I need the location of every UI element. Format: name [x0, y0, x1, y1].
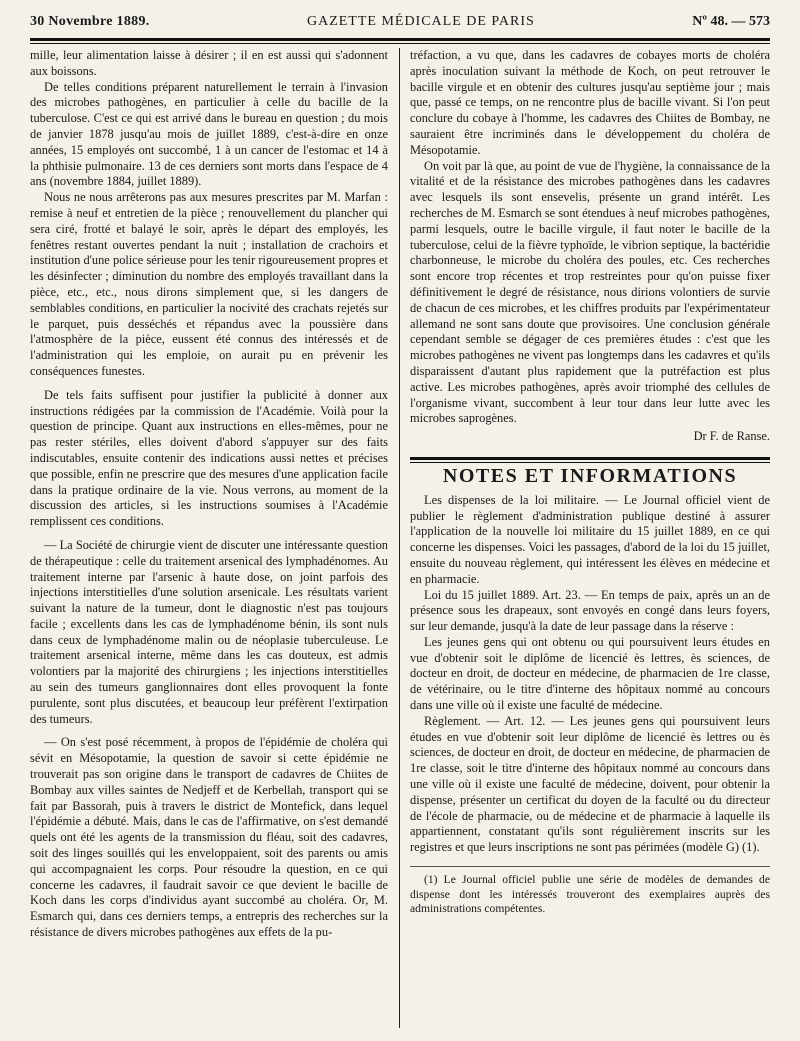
- paragraph: Règlement. — Art. 12. — Les jeunes gens qui poursuivent leurs études en vue d'obtenir soit leur diplôme de licencié ès lettres ou ès sciences, de docteur en droit, de docteur en médecine, de pharmacien de 1re classe, soit le titre d'interne des hôpitaux nommé au concours dans une ville où il existe une faculté de médecine, doivent, pour obtenir la dispense, présenter un certificat du doyen de la faculté ou du directeur de l'école de pharmacie, ou de médecine et de pharmacie à laquelle ils appartiennent, constatant qu'ils sont régulièrement inscrits sur les registres et que leurs inscriptions ne sont pas périmées (modèle G) (1).: [410, 713, 770, 855]
- issue-number: Nº 48. — 573: [692, 14, 770, 29]
- paragraph: tréfaction, a vu que, dans les cadavres de cobayes morts de choléra après inoculation suivant la méthode de Koch, on peut retrouver le bacille virgule et en obtenir des cultures jusqu'au septième jour ; mais que, passé ce temps, on ne rencontre plus de bacille vivant. Si l'on peut conclure du cobaye à l'homme, les cadavres des Chiites de Bombay, ne sauraient être incriminés dans le développement du choléra de Mésopotamie.: [410, 48, 770, 157]
- paragraph: — On s'est posé récemment, à propos de l'épidémie de choléra qui sévit en Mésopotamie, la question de savoir si cette épidémie ne trouverait pas son origine dans le transport de cadavres de Chiites de Bombay aux villes saintes de Nedjeff et de Kerbellah, transport qui se fait par Bassorah, puis à travers le district de Montefick, dans lequel l'épidémie a débuté. Mais, dans le cas de l'affirmative, on s'est demandé quels ont été les agents de la transmission du fléau, soit des cadavres, soit des linges souillés qui les enveloppaient, soit des parents ou amis qui accompagnaient les corps. Pour résoudre la question, en ce qui concerne les cadavres, il faudrait savoir ce que devient le bacille de Koch dans les corps d'individus ayant succombé au choléra. Or, M. Esmarch qui, dans ces derniers temps, a entrepris des recherches sur la résistance de divers microbes pathogènes aux effets de la pu-: [30, 735, 388, 940]
- section-title: NOTES ET INFORMATIONS: [442, 464, 738, 487]
- publication-title: GAZETTE MÉDICALE DE PARIS: [306, 14, 535, 29]
- page-header: [30, 8, 770, 36]
- header-rule: [30, 38, 770, 41]
- issue-date: 30 Novembre 1889.: [30, 14, 150, 29]
- paragraph: De tels faits suffisent pour justifier la publicité à donner aux instructions rédigées par la commission de l'Académie. Voilà pour la question de principe. Quant aux instructions en elles-mêmes, pour ne pas rester stériles, elles doivent d'abord s'appuyer sur des faits indiscutables, ensuite contenir des indications aussi nettes et précises que possible, enfin ne prescrire que des mesures d'une application facile dans la pratique ordinaire de la vie. Nous verrons, au moment de la discussion des articles, si les instructions soumises à l'Académie remplissent ces conditions.: [30, 387, 388, 529]
- paragraph: Loi du 15 juillet 1889. Art. 23. — En temps de paix, après un an de présence sous les drapeaux, sont envoyés en congé dans leurs foyers, sur leur demande, jusqu'à la date de leur passage dans la réserve :: [410, 587, 770, 634]
- paragraph: De telles conditions préparent naturellement le terrain à l'invasion des microbes pathogènes, en particulier à celle du bacille de la tuberculose. C'est ce qui est arrivé dans le bureau en question ; du mois de janvier 1878 jusqu'au mois de juillet 1889, c'est-à-dire en onze années, 15 employés ont succombé, 1 à un cancer de l'estomac et 14 à la phthisie pulmonaire. 13 de ces derniers sont morts dans l'espace de 4 ans (novembre 1884, juillet 1889).: [30, 79, 388, 189]
- footnote: (1) Le Journal officiel publie une série de modèles de demandes de dispense dont les intéressés trouveront des exemplaires auprès des administrations compétentes.: [410, 873, 770, 916]
- paragraph: — La Société de chirurgie vient de discuter une intéressante question de thérapeutique : celle du traitement arsenical des lymphadénomes. Au traitement interne par l'arsenic à haute dose, on joint parfois des injections interstitielles d'une solution arsenicale. Les résultats varient suivant la nature de la tumeur, dont le diagnostic n'est pas toujours facile ; excellents dans les cas de lymphadénome bénin, ils sont nuls dans ceux de lymphadénome malin ou de néoplasie tuberculeuse. Le traitement arsenical interne, même dans les cas douteux, est admis volontiers par la majorité des chirurgiens ; les injections interstitielles au sein des tumeurs ganglionnaires dont elles provoquent la fonte purulente, sont plus discutées, et beaucoup leur préfèrent l'extirpation des tumeurs.: [30, 537, 388, 726]
- paragraph: Nous ne nous arrêterons pas aux mesures prescrites par M. Marfan : remise à neuf et entretien de la pièce ; renouvellement du plancher qui sera ciré, frotté et balayé le soir, après le départ des employés, les fenêtres restant ouvertes pendant la nuit ; installation de crachoirs et institution d'une police sérieuse pour les tenir rigoureusement propres et les désinfecter ; diminution du nombre des employés travaillant dans la pièce, etc., etc., nous dirons simplement que, si les dangers de semblables conditions, en particulier la nocivité des crachats rejetés sur le parquet, puis desséchés et répandus avec la poussière dans l'atmosphère de la pièce, eussent été connus des intéressés et de l'administration qui les emploie, on aurait pu en prévenir les conséquences funestes.: [30, 190, 388, 378]
- column-divider: [399, 48, 400, 1028]
- header-rule-thin: [30, 43, 770, 44]
- paragraph: Les jeunes gens qui ont obtenu ou qui poursuivent leurs études en vue d'obtenir soit le diplôme de licencié ès lettres, ès sciences, de docteur en droit, de docteur en médecine, de pharmacien de 1re classe, de vétérinaire, ou le titre d'interne des hôpitaux nommé au concours dans une ville où il existe une faculté de médecine.: [410, 634, 770, 713]
- footnote-rule: [410, 866, 770, 867]
- section-rule: [410, 457, 770, 460]
- section-rule-thin: [410, 462, 770, 463]
- right-column: [410, 48, 770, 1028]
- paragraph: mille, leur alimentation laisse à désirer ; il en est aussi qui s'adonnent aux boissons.: [30, 48, 388, 78]
- paragraph: On voit par là que, au point de vue de l'hygiène, la connaissance de la vitalité et de la résistance des microbes pathogènes dans les cadavres avec lesquels ils sont ensevelis, présente un grand intérêt. Les recherches de M. Esmarch se sont étendues à neuf microbes pathogènes, parmi lesquels, outre le bacille virgule, il faut noter le bacille de la tuberculose, celui de la fièvre typhoïde, le vibrion septique, la bactéridie charbonneuse, le microbe du choléra des poules, etc. Ces recherches sont encore trop récentes et trop restreintes pour qu'on puisse fixer définitivement le degré de résistance, nous dirions volontiers de survie de chacun de ces microbes, et les chiffres produits par l'expérimentateur allemand ne sont sans doute que provisoires. Une conclusion générale cependant semble se dégager de ces premières études : c'est que les microbes pathogènes ne vivent pas longtemps dans les cadavres et qu'ils disparaissent d'autant plus rapidement que la putréfaction est plus active. Les microbes pathogènes, après avoir triomphé des cellules de l'organisme vivant, succombent à leur tour dans leur lutte avec les microbes saprogènes.: [410, 158, 770, 426]
- author-signature: Dr F. de Ranse.: [693, 429, 770, 444]
- left-column: [30, 48, 388, 1028]
- paragraph: Les dispenses de la loi militaire. — Le Journal officiel vient de publier le règlement d'administration publique destiné à assurer l'application de la nouvelle loi militaire du 15 juillet 1889, en ce qui concerne les dispenses. Voici les passages, d'abord de la loi du 15 juillet, ensuite du nouveau règlement, qui intéressent les élèves en médecine et en pharmacie.: [410, 492, 770, 586]
